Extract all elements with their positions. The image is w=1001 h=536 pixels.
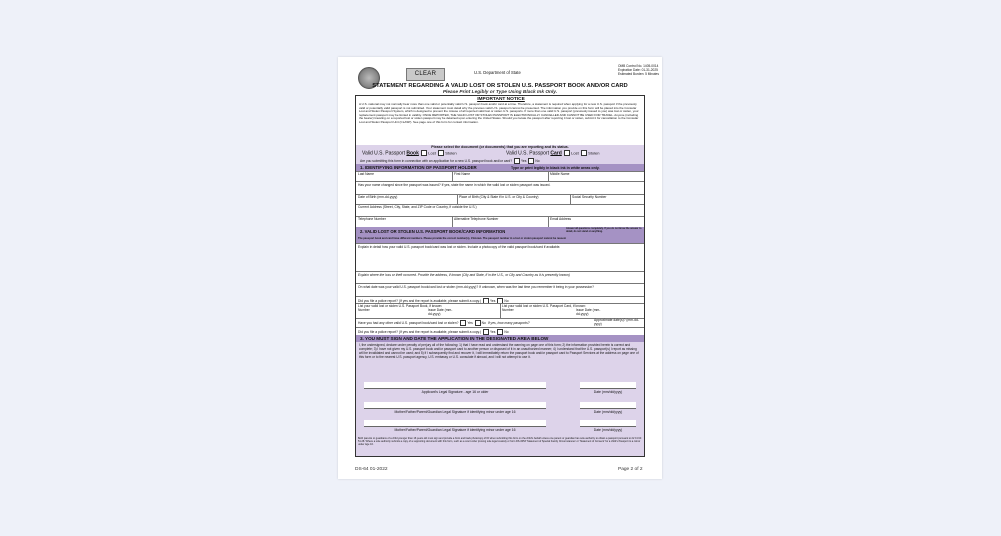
applicant-signature-field[interactable] — [364, 382, 546, 389]
address-row — [356, 204, 644, 216]
yes-label: Yes — [467, 320, 473, 325]
section3-bar — [356, 335, 644, 342]
form-title: STATEMENT REGARDING A VALID LOST OR STOLEN U.S. PASSPORT BOOK AND/OR CARD — [372, 83, 628, 89]
form-body — [355, 95, 645, 457]
reporting-header: Please select the document (or documents) that you are reporting and its status. — [431, 145, 569, 149]
notice-title: IMPORTANT NOTICE — [477, 97, 525, 102]
previous-yes-checkbox[interactable] — [460, 320, 466, 326]
book-issue-date-field[interactable]: Issue Date (mm-dd-yyyy) — [428, 308, 453, 316]
notice-text: A U.S. national may not normally bear more than one valid or potentially valid U.S. passport book and/or card at a time. Therefore, a statement is required when applying for a new U.S. passport if the previously valid or potentially valid passport is not submitted. Your statement must detail why the previous valid U.S. passport cannot be presented. The information you provide on this form will be placed into the Consular Lost and Stolen Passport System, which is designed to prevent the misuse of all reported valid lost or stolen U.S. passports. If more than one valid U.S. passport (previously issued to you) was lost or stolen, your replacement passport may be limited in validity. ONCE REPORTED, THE VALID LOST OR STOLEN PASSPORT IS ELECTRONICALLY CANCELLED AND CANNOT BE USED FOR TRAVEL. Anyone (including the bearer) traveling on a reported lost or stolen passport may be detained upon entering the United States. Should you locate the passport after reporting it lost or stolen, submit it for cancellation to the Consular Lost and Stolen Passport Unit (CLASP). See page one of this form for contact information. — [359, 103, 639, 124]
where-field[interactable]: Explain where the loss or theft occurred. Provide the address, if known (City and State, if in the U.S., or City and Country as it is presently known) — [358, 273, 570, 277]
card-issue-date-field[interactable]: Issue Date (mm-dd-yyyy) — [576, 308, 601, 316]
section2-bar — [356, 227, 644, 243]
section1-note: Type or print legibly in black ink in white areas only. — [511, 165, 600, 170]
how-many-field[interactable]: If yes, how many passports? — [487, 320, 530, 325]
name-changed-row — [356, 181, 644, 192]
parent2-signature-caption: Mother/Father/Parent/Guardian Legal Signature if identifying minor under age 16 — [394, 428, 516, 432]
applicant-signature-caption: Applicant's Legal Signature - age 16 or older — [421, 390, 489, 394]
book-number-field[interactable]: Number — [358, 308, 370, 312]
phone-field[interactable]: Telephone Number — [358, 217, 386, 221]
last-name-field[interactable]: Last Name — [358, 172, 374, 176]
parent1-signature-caption: Mother/Father/Parent/Guardian Legal Signature if identifying minor under age 16 — [394, 410, 516, 414]
parent1-signature-field[interactable] — [364, 402, 546, 409]
form-page — [338, 57, 662, 479]
book-selection — [362, 150, 457, 156]
book-stolen-checkbox[interactable] — [438, 150, 444, 156]
signature-area — [356, 342, 644, 456]
divider — [500, 304, 501, 318]
section1-title: 1. IDENTIFYING INFORMATION OF PASSPORT HOLDER — [360, 165, 477, 170]
stolen-label: Stolen — [588, 150, 600, 156]
section3-title: 3. YOU MUST SIGN AND DATE THE APPLICATION IN THE DESIGNATED AREA BELOW — [360, 336, 549, 341]
section2-warning: The passport book and card have different numbers. Please provide the correct number(s), if known. The passport number in a lost or stolen passport cannot be reused. — [358, 237, 567, 240]
card-info-label: List your valid lost or stolen U.S. Passport Card, if known: — [502, 304, 586, 308]
yes-label: Yes — [521, 158, 527, 163]
email-field[interactable]: Email Address — [550, 217, 572, 221]
explain-field[interactable]: Explain in detail how your valid U.S. passport book/card was lost or stolen. Include a photocopy of the valid passport book/card if available. — [358, 245, 561, 249]
when-field[interactable]: On what date was your valid U.S. passport book/card lost or stolen (mm-dd-yyyy)? If unknown, when was the last time you remember it being in your possession? — [358, 285, 595, 289]
parent1-date-field[interactable] — [580, 402, 636, 409]
yes-label: Yes — [490, 329, 496, 334]
yes-label: Yes — [490, 298, 496, 303]
police-question-text: Did you file a police report? (If yes and the report is available, please submit a copy.) — [358, 298, 482, 303]
card-number-field[interactable]: Number — [502, 308, 514, 312]
card-lost-checkbox[interactable] — [564, 150, 570, 156]
card-stolen-checkbox[interactable] — [581, 150, 587, 156]
previous-question — [358, 320, 530, 326]
book-word: Book — [406, 150, 419, 157]
address-field[interactable]: Current Address (Street, City, State, and ZIP Code or Country, if outside the U.S.) — [358, 205, 477, 209]
document-info-row — [356, 303, 644, 318]
omb-info — [618, 65, 659, 76]
lost-label: Lost — [428, 150, 436, 156]
signature-footnote: Both parents or guardians of a child younger than 16 years old must sign and provide a front and back photocopy of ID when submitting this form on the child's behalf unless one parent or guardian has sole authority to obtain a passport pursuant to 22 C.F.R. 51.28. Where a sole authority submits a copy of a supporting document with this form, such as a court order proving sole legal custody or form DS-3053 'Statement of Special Family Circumstances' or 'Statement of Consent' for a child's Passport to a minor under Age 16. — [358, 437, 642, 446]
lost-label: Lost — [571, 150, 579, 156]
omb-line: Expiration Date: 01-31-2025 — [618, 67, 658, 72]
date-caption: Date (mm/dd/yyyy) — [593, 410, 623, 414]
page-number: Page 2 of 2 — [618, 467, 643, 472]
stolen-label: Stolen — [445, 150, 457, 156]
no-label: No — [504, 329, 509, 334]
explain-row — [356, 243, 644, 272]
ssn-field[interactable]: Social Security Number — [572, 195, 607, 199]
declaration-text: I, the undersigned, declare under penalty of perjury all of the following: 1) that I have read and understand the warning on page one of this form; 2) the information provided herein is correct and complete; 3) I have not given my U.S. passport book and/or passport card to another person or disposed of it in an unauthorized manner; 4) I understand that the U.S. passport(s) I report as missing will be invalidated and cannot be used; and 5) if I subsequently find and recover it, I will immediately return the passport book and/or passport card to Passport Services at the address on page one of this form or to the nearest U.S. passport agency, U.S. embassy or U.S. consulate if abroad, and I will not attempt to use it. — [359, 343, 639, 359]
previous-question-text: Have you had any other valid U.S. passport book/card lost or stolen? — [358, 320, 459, 325]
pob-field[interactable]: Place of Birth (City & State if in U.S. or City & Country) — [459, 195, 539, 199]
application-question-text: Are you submitting this form in connection with an application for a new U.S. passport book and/or card? — [360, 158, 513, 163]
department-label: U.S. Department of State — [474, 70, 521, 75]
section2-note: Answer all questions completely. If you do not know the answer to detail, do not stand on anything. — [566, 227, 642, 233]
book-label: Valid U.S. Passport — [362, 150, 405, 157]
book-info-label: List your valid lost or stolen U.S. Passport Book, if known: — [358, 304, 443, 308]
card-selection — [506, 150, 599, 156]
middle-name-field[interactable]: Middle Name — [550, 172, 570, 176]
no-label: No — [535, 158, 540, 163]
date-caption: Date (mm/dd/yyyy) — [593, 390, 623, 394]
section2-title: 2. VALID LOST OR STOLEN U.S. PASSPORT BOOK/CARD INFORMATION — [360, 228, 506, 234]
police2-row — [356, 327, 644, 335]
reporting-area — [356, 145, 644, 164]
omb-line: OMB Control No. 1405-0014 — [618, 64, 659, 68]
dob-field[interactable]: Date of Birth (mm-dd-yyyy) — [358, 195, 398, 199]
police2-question-text: Did you file a police report? (If yes and the report is available, please submit a copy.) — [358, 329, 482, 334]
name-changed-field[interactable]: Has your name changed since the passport was issued? If yes, state the name in which the valid lost or stolen passport was issued. — [358, 183, 551, 187]
approx-dates-field[interactable]: Approximate date(s)? (mm-dd-yyyy) — [594, 318, 639, 326]
parent2-signature-field[interactable] — [364, 420, 546, 427]
first-name-field[interactable]: First Name — [454, 172, 471, 176]
applicant-date-field[interactable] — [580, 382, 636, 389]
no-label: No — [481, 320, 486, 325]
when-row — [356, 283, 644, 296]
previous-no-checkbox[interactable] — [475, 320, 481, 326]
card-word: Card — [550, 150, 562, 157]
alt-phone-field[interactable]: Alternative Telephone Number — [454, 217, 499, 221]
card-label: Valid U.S. Passport — [506, 150, 549, 157]
form-id: DS-64 01-2022 — [355, 467, 388, 472]
date-caption: Date (mm/dd/yyyy) — [593, 428, 623, 432]
section1-bar — [356, 164, 644, 171]
book-lost-checkbox[interactable] — [421, 150, 427, 156]
parent2-date-field[interactable] — [580, 420, 636, 427]
omb-line: Estimated Burden: 5 Minutes — [618, 71, 659, 76]
clear-button[interactable]: CLEAR — [406, 68, 445, 81]
form-subtitle: Please Print Legibly or Type Using Black Ink Only. — [442, 90, 558, 95]
no-label: No — [504, 298, 509, 303]
